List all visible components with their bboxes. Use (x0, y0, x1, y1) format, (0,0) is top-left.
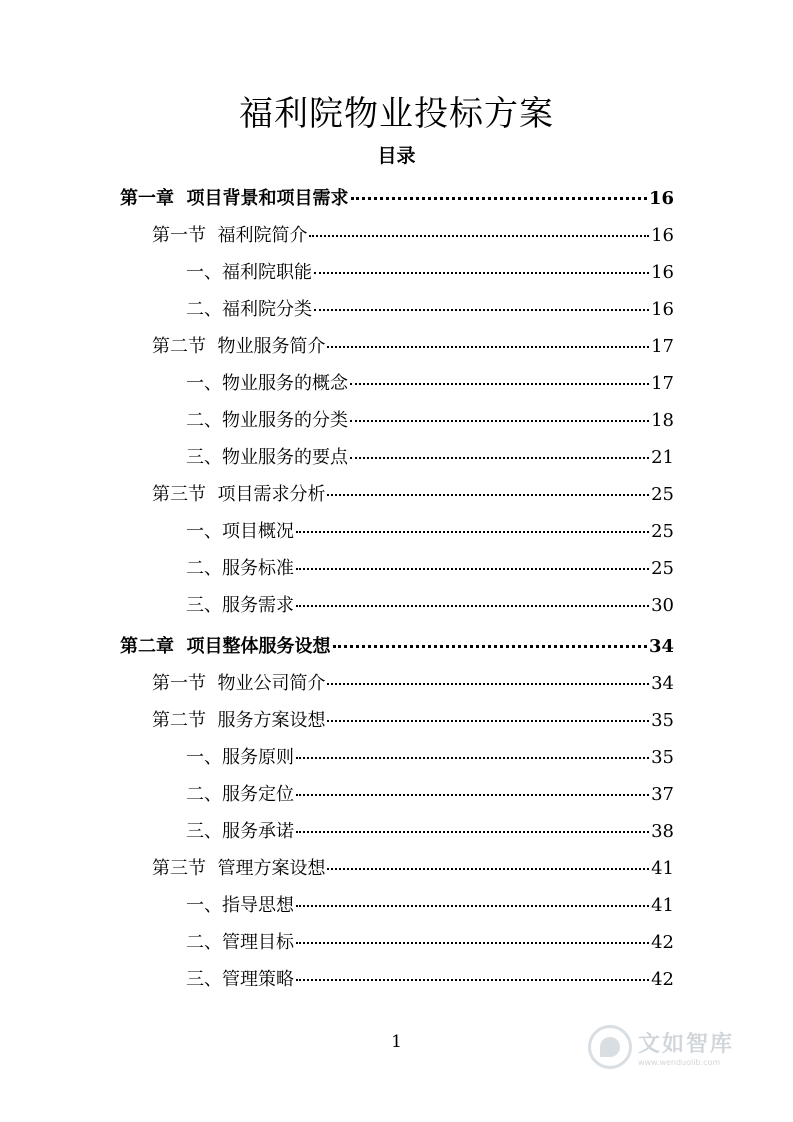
toc-dot-leader (296, 531, 649, 533)
toc-entry-page: 25 (651, 484, 674, 505)
toc-entry-section[interactable] (152, 706, 674, 736)
toc-dot-leader (296, 757, 649, 759)
toc-entry-section[interactable] (152, 669, 674, 699)
watermark (588, 1020, 758, 1074)
toc-heading: 目录 (377, 145, 416, 167)
toc-dot-leader (327, 494, 649, 496)
toc-entry-page: 18 (651, 410, 674, 431)
watermark-logo-icon (588, 1025, 632, 1069)
document-title: 福利院物业投标方案 (239, 94, 554, 134)
toc-entry-subsection[interactable] (186, 780, 674, 810)
toc-dot-leader (296, 605, 649, 607)
toc-entry-label: 二、福利院分类 (186, 299, 312, 320)
toc-dot-leader (333, 645, 647, 648)
toc-dot-leader (350, 383, 649, 385)
toc-entry-label: 三、管理策略 (186, 969, 294, 990)
toc-dot-leader (327, 346, 649, 348)
toc-entry-section[interactable] (152, 480, 674, 510)
toc-dot-leader (296, 979, 649, 981)
toc-dot-leader (309, 235, 649, 237)
toc-entry-page: 16 (651, 225, 674, 246)
toc-dot-leader (314, 309, 649, 311)
toc-entry-subsection[interactable] (186, 817, 674, 847)
toc-entry-page: 42 (651, 969, 674, 990)
toc-entry-label: 一、指导思想 (186, 895, 294, 916)
toc-entry-section[interactable] (152, 332, 674, 362)
toc-entry-subsection[interactable] (186, 743, 674, 773)
toc-entry-subsection[interactable] (186, 369, 674, 399)
watermark-name: 文如智库 (638, 1032, 735, 1057)
toc-entry-label: 第二节 物业服务简介 (152, 336, 326, 357)
toc-entry-label: 一、服务原则 (186, 747, 294, 768)
toc-entry-subsection[interactable] (186, 443, 674, 473)
toc-entry-label: 一、项目概况 (186, 521, 294, 542)
toc-entry-page: 21 (651, 447, 674, 468)
toc-entry-label: 二、服务定位 (186, 784, 294, 805)
toc-entry-page: 16 (651, 262, 674, 283)
toc-entry-page: 35 (651, 747, 674, 768)
watermark-url: www.wenduolib.com (638, 1058, 721, 1067)
toc-entry-subsection[interactable] (186, 406, 674, 436)
toc-entry-label: 一、福利院职能 (186, 262, 312, 283)
toc-dot-leader (327, 683, 649, 685)
toc-dot-leader (327, 720, 649, 722)
toc-entry-page: 37 (651, 784, 674, 805)
toc-entry-page: 16 (651, 299, 674, 320)
toc-entry-subsection[interactable] (186, 554, 674, 584)
toc-entry-label: 第三节 管理方案设想 (152, 858, 326, 879)
toc-entry-label: 三、服务承诺 (186, 821, 294, 842)
toc-entry-label: 第二章 项目整体服务设想 (120, 636, 331, 657)
toc-entry-chapter[interactable] (120, 184, 674, 214)
toc-entry-page: 41 (651, 895, 674, 916)
toc-entry-subsection[interactable] (186, 295, 674, 325)
toc-entry-chapter[interactable] (120, 632, 674, 662)
toc-dot-leader (350, 457, 649, 459)
toc-entry-label: 第三节 项目需求分析 (152, 484, 326, 505)
toc-entry-subsection[interactable] (186, 928, 674, 958)
toc-dot-leader (314, 272, 649, 274)
toc-entry-page: 42 (651, 932, 674, 953)
toc-entry-page: 30 (651, 595, 674, 616)
toc-entry-page: 25 (651, 521, 674, 542)
toc-entry-section[interactable] (152, 854, 674, 884)
toc-dot-leader (351, 197, 647, 200)
toc-entry-label: 第一节 福利院简介 (152, 225, 308, 246)
toc-entry-page: 35 (651, 710, 674, 731)
toc-dot-leader (296, 831, 649, 833)
toc-entry-page: 41 (651, 858, 674, 879)
toc-entry-page: 17 (651, 336, 674, 357)
toc-entry-subsection[interactable] (186, 517, 674, 547)
toc-entry-page: 25 (651, 558, 674, 579)
toc-entry-label: 第二节 服务方案设想 (152, 710, 326, 731)
toc-entry-label: 第一章 项目背景和项目需求 (120, 188, 349, 209)
toc-entry-label: 第一节 物业公司简介 (152, 673, 326, 694)
toc-dot-leader (296, 942, 649, 944)
toc-entry-subsection[interactable] (186, 258, 674, 288)
toc-entry-subsection[interactable] (186, 891, 674, 921)
toc-entry-page: 38 (651, 821, 674, 842)
toc-entry-page: 34 (648, 636, 674, 657)
toc-dot-leader (296, 905, 649, 907)
toc-entry-label: 二、管理目标 (186, 932, 294, 953)
toc-entry-label: 三、物业服务的要点 (186, 447, 348, 468)
page-number: 1 (391, 1032, 402, 1052)
toc-dot-leader (350, 420, 649, 422)
toc-entry-page: 17 (651, 373, 674, 394)
toc-dot-leader (327, 868, 649, 870)
toc-entry-section[interactable] (152, 221, 674, 251)
watermark-text (638, 1027, 734, 1067)
toc-entry-page: 34 (651, 673, 674, 694)
toc-entry-subsection[interactable] (186, 965, 674, 995)
toc-entry-label: 一、物业服务的概念 (186, 373, 348, 394)
toc-entry-page: 16 (648, 188, 674, 209)
toc-entry-label: 三、服务需求 (186, 595, 294, 616)
toc-entry-label: 二、物业服务的分类 (186, 410, 348, 431)
toc-entry-subsection[interactable] (186, 591, 674, 621)
toc-entry-label: 二、服务标准 (186, 558, 294, 579)
toc-dot-leader (296, 794, 649, 796)
toc-dot-leader (296, 568, 649, 570)
